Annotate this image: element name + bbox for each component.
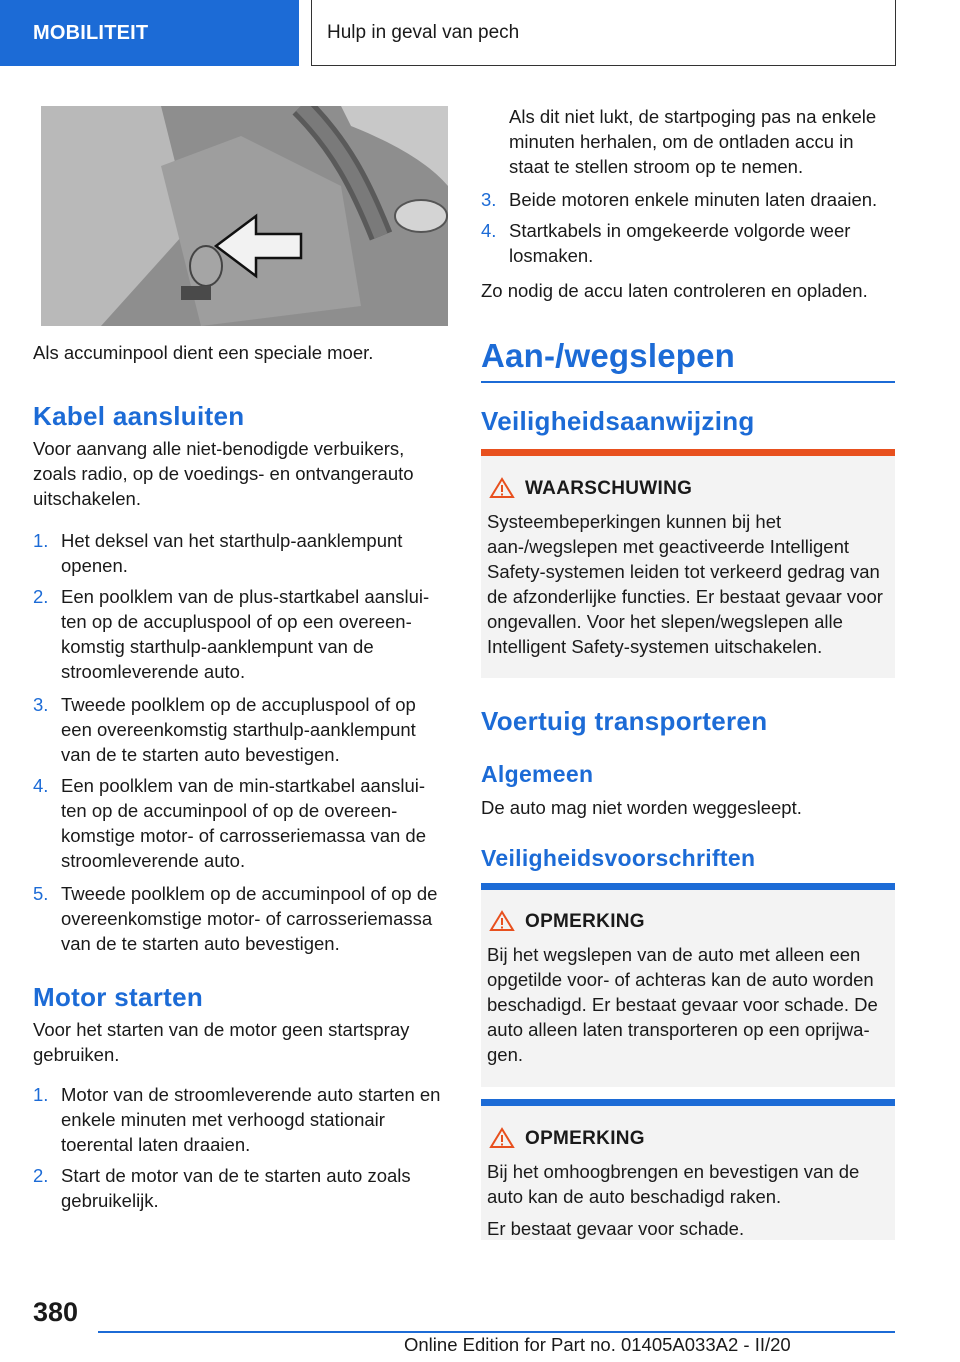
list-item <box>481 187 895 212</box>
list-item <box>33 881 443 956</box>
notice-bar <box>481 883 895 890</box>
chapter-tab <box>311 0 896 66</box>
step-text: Een poolklem van de min-startkabel aansluiten op de accuminpool of op de overeenkomstige motor- of carrosseriemassa van de stroomleverende auto. <box>61 775 426 871</box>
photo-caption: Als accuminpool dient een speciale moer. <box>33 342 374 363</box>
list-item <box>33 528 443 578</box>
notice-box <box>481 1099 895 1240</box>
list-item <box>481 218 895 268</box>
notice-box <box>481 883 895 1087</box>
notice-bar <box>481 1099 895 1106</box>
step-number: 1. <box>33 530 49 551</box>
warning-label: WAARSCHUWING <box>525 478 693 499</box>
notice-text: Bij het omhoogbrengen en bevestigen van de auto kan de auto beschadigd raken. <box>487 1161 860 1207</box>
step-number: 2. <box>33 586 49 607</box>
step-number: 2. <box>33 1165 49 1186</box>
notice-triangle-icon <box>489 910 515 937</box>
notice-text: Bij het wegslepen van de auto met alleen een opgetilde voor- of achteras kan de auto worden beschadigd. Er bestaat gevaar voor schade. De auto alleen laten transporteren op een oprijwagen. <box>487 944 878 1065</box>
step-number: 4. <box>481 220 497 241</box>
step-number: 3. <box>33 694 49 715</box>
step-number: 4. <box>33 775 49 796</box>
step-text: Start de motor van de te starten auto zoals gebruikelijk. <box>61 1165 411 1211</box>
step-number: 3. <box>481 189 497 210</box>
kabel-heading: Kabel aansluiten <box>33 401 245 431</box>
footer-rule <box>98 1331 895 1333</box>
list-item <box>33 692 443 767</box>
transport-heading: Voertuig transporteren <box>481 706 768 736</box>
main-heading: Aan-/wegslepen <box>481 337 736 374</box>
list-item <box>33 584 443 684</box>
after-text: Zo nodig de accu laten controleren en opladen. <box>481 280 868 301</box>
notice-triangle-icon <box>489 1127 515 1154</box>
motor-heading: Motor starten <box>33 982 204 1012</box>
footer-edition: Online Edition for Part no. 01405A033A2 - II/20 <box>404 1334 791 1355</box>
motor-intro: Voor het starten van de motor geen startspray gebruiken. <box>33 1019 410 1065</box>
step-number: 5. <box>33 883 49 904</box>
algemeen-text: De auto mag niet worden weggesleept. <box>481 797 802 818</box>
kabel-intro: Voor aanvang alle niet-benodigde verbuikers, zoals radio, op de voedings- en ontvangerauto uitschakelen. <box>33 438 414 509</box>
heading-rule <box>481 381 895 383</box>
page-number: 380 <box>33 1297 79 1327</box>
voorschriften-heading: Veiligheidsvoorschriften <box>481 845 756 871</box>
step-text: Een poolklem van de plus-startkabel aansluiten op de accupluspool of op een overeenkomstig starthulp-aanklempunt van de stroomleverende auto. <box>61 586 430 682</box>
algemeen-heading: Algemeen <box>481 761 594 787</box>
step-number: 1. <box>33 1084 49 1105</box>
chapter-label: Hulp in geval van pech <box>327 21 520 43</box>
continued-step-text: Als dit niet lukt, de startpoging pas na enkele minuten herhalen, om de ontladen accu in staat te stellen stroom op te nemen. <box>509 106 877 177</box>
warning-box <box>481 449 895 678</box>
notice-text: Er bestaat gevaar voor schade. <box>487 1218 745 1239</box>
list-item <box>33 773 443 873</box>
step-text: Het deksel van het starthulp-aanklempunt openen. <box>61 530 403 576</box>
step-text: Tweede poolklem op de accuminpool of op de overeenkomstige motor- of carrosseriemassa van de te starten auto bevestigen. <box>61 883 438 954</box>
list-item <box>33 1082 443 1157</box>
notice-label: OPMERKING <box>525 1128 645 1149</box>
warning-bar <box>481 449 895 456</box>
warning-triangle-icon <box>489 477 515 504</box>
step-text: Startkabels in omgekeerde volgorde weer losmaken. <box>509 220 851 266</box>
list-item <box>33 1163 443 1213</box>
notice-label: OPMERKING <box>525 911 645 932</box>
step-text: Motor van de stroomleverende auto starten en enkele minuten met verhoogd stationair toerental laten draaien. <box>61 1084 441 1155</box>
engine-bay-photo <box>41 106 448 326</box>
section-tab <box>0 0 299 66</box>
warning-text: Systeembeperkingen kunnen bij het aan-/wegslepen met geactiveerde Intelligent Safety-systemen leiden tot verkeerd gedrag van de afzonderlijke functies. Er bestaat gevaar voor ongevallen. Voor het slepen/wegslepen alle Intelligent Safety-systemen uitschakelen. <box>487 511 883 657</box>
step-text: Beide motoren enkele minuten laten draaien. <box>509 189 878 210</box>
step-text: Tweede poolklem op de accupluspool of op een overeenkomstig starthulp-aanklempunt van de te starten auto bevestigen. <box>61 694 416 765</box>
safety-heading: Veiligheidsaanwijzing <box>481 406 755 436</box>
section-label: MOBILITEIT <box>33 21 149 44</box>
